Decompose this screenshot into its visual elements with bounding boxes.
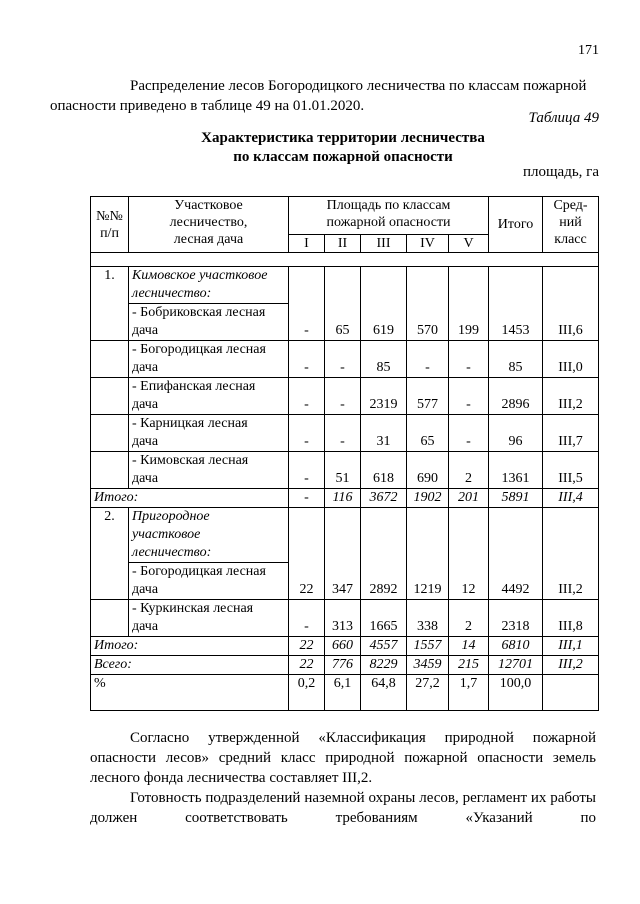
cell: 1902 bbox=[407, 489, 449, 508]
cell: 1557 bbox=[407, 637, 449, 656]
cell: 31 bbox=[361, 415, 407, 452]
cell: - bbox=[289, 378, 325, 415]
subtotal-row-2 bbox=[91, 637, 599, 656]
row-name-line-1: - Епифанская лесная bbox=[132, 379, 256, 394]
cell: III,2 bbox=[543, 656, 599, 675]
group-2-title-line-3: лесничество: bbox=[132, 545, 212, 560]
cell: 1219 bbox=[407, 508, 449, 600]
cell: 1361 bbox=[489, 452, 543, 489]
cell: 116 bbox=[325, 489, 361, 508]
table-row bbox=[91, 378, 599, 415]
cell: III,2 bbox=[543, 378, 599, 415]
cell: 215 bbox=[449, 656, 489, 675]
row-name-line-1: - Куркинская лесная bbox=[132, 601, 254, 616]
table-title bbox=[90, 129, 596, 167]
cell: 85 bbox=[489, 341, 543, 378]
cell: 96 bbox=[489, 415, 543, 452]
cell: 776 bbox=[325, 656, 361, 675]
row-name-line-1: - Карницкая лесная bbox=[132, 416, 248, 431]
percent-label: % bbox=[91, 675, 289, 711]
cell: - bbox=[325, 378, 361, 415]
cell: 2896 bbox=[489, 378, 543, 415]
cell: 570 bbox=[407, 267, 449, 341]
cell: 6810 bbox=[489, 637, 543, 656]
cell: 2892 bbox=[361, 508, 407, 600]
unit-label: площадь, га bbox=[522, 164, 599, 180]
cell: - bbox=[407, 341, 449, 378]
row-name-line-2: дача bbox=[132, 619, 159, 634]
group-1-title-line-1: Кимовское участковое bbox=[132, 268, 268, 283]
header-class-3: III bbox=[361, 235, 407, 253]
cell: 2 bbox=[449, 600, 489, 637]
cell: 313 bbox=[325, 600, 361, 637]
header-class-4: IV bbox=[407, 235, 449, 253]
subtotal-row-1 bbox=[91, 489, 599, 508]
table-title-line-1: Характеристика территории лесничества bbox=[201, 130, 485, 146]
intro-paragraph bbox=[50, 76, 596, 116]
cell: 12701 bbox=[489, 656, 543, 675]
paragraph-classification: Согласно утвержденной «Классификация природной пожарной опасности лесов» средний класс природной пожарной опасности земель лесного фонда лесничества составляет III,2. bbox=[90, 730, 596, 786]
cell: III,7 bbox=[543, 415, 599, 452]
header-class-2: II bbox=[325, 235, 361, 253]
group-2-num: 2. bbox=[91, 508, 129, 600]
cell: - bbox=[289, 267, 325, 341]
header-class-1: I bbox=[289, 235, 325, 253]
cell: 1,7 bbox=[449, 675, 489, 711]
header-name-line-3: лесная дача bbox=[173, 232, 244, 247]
cell: III,4 bbox=[543, 489, 599, 508]
page-number: 171 bbox=[578, 43, 599, 58]
table-row bbox=[91, 415, 599, 452]
row-name bbox=[129, 304, 289, 341]
cell: III,0 bbox=[543, 341, 599, 378]
cell: III,2 bbox=[543, 508, 599, 600]
cell: 1665 bbox=[361, 600, 407, 637]
row-num bbox=[91, 378, 129, 415]
cell: 27,2 bbox=[407, 675, 449, 711]
cell: 199 bbox=[449, 267, 489, 341]
cell: 22 bbox=[289, 656, 325, 675]
header-area-line-1: Площадь по классам bbox=[326, 198, 451, 213]
cell: 2319 bbox=[361, 378, 407, 415]
row-name-line-1: - Кимовская лесная bbox=[132, 453, 249, 468]
cell: 65 bbox=[407, 415, 449, 452]
cell: 6,1 bbox=[325, 675, 361, 711]
cell: - bbox=[289, 600, 325, 637]
row-name-line-2: дача bbox=[132, 397, 159, 412]
cell: 4492 bbox=[489, 508, 543, 600]
cell: - bbox=[289, 452, 325, 489]
header-name bbox=[129, 197, 289, 253]
header-avg-line-2: ний bbox=[559, 215, 582, 230]
cell: 577 bbox=[407, 378, 449, 415]
header-avg-line-3: класс bbox=[554, 232, 587, 247]
cell: 3672 bbox=[361, 489, 407, 508]
cell: - bbox=[289, 415, 325, 452]
header-avg-line-1: Сред- bbox=[553, 198, 588, 213]
grand-total-label: Всего: bbox=[91, 656, 289, 675]
row-name bbox=[129, 378, 289, 415]
intro-line-1: Распределение лесов Богородицкого лесничества по классам пожарной bbox=[130, 78, 587, 94]
row-name-line-2: дача bbox=[132, 434, 159, 449]
header-avg-class bbox=[543, 197, 599, 253]
cell: 85 bbox=[361, 341, 407, 378]
cell: 14 bbox=[449, 637, 489, 656]
group-1-header-row bbox=[91, 267, 599, 304]
row-name-line-2: дача bbox=[132, 323, 159, 338]
cell: 3459 bbox=[407, 656, 449, 675]
cell: 8229 bbox=[361, 656, 407, 675]
cell: 65 bbox=[325, 267, 361, 341]
header-area bbox=[289, 197, 489, 235]
spacer-row bbox=[91, 253, 599, 267]
group-1-num: 1. bbox=[91, 267, 129, 341]
table-row bbox=[91, 452, 599, 489]
row-num bbox=[91, 600, 129, 637]
cell: 51 bbox=[325, 452, 361, 489]
cell: 4557 bbox=[361, 637, 407, 656]
cell: 22 bbox=[289, 508, 325, 600]
header-total: Итого bbox=[489, 197, 543, 253]
group-2-title-line-2: участковое bbox=[132, 527, 201, 542]
cell: - bbox=[449, 378, 489, 415]
row-num bbox=[91, 341, 129, 378]
table-title-line-2: по классам пожарной опасности bbox=[233, 149, 453, 165]
cell: 64,8 bbox=[361, 675, 407, 711]
header-name-line-1: Участковое bbox=[174, 198, 243, 213]
paragraph-readiness: Готовность подразделений наземной охраны лесов, регламент их работы должен соответствовать требованиям «Указаний по bbox=[90, 790, 596, 826]
row-name-line-1: - Богородицкая лесная bbox=[132, 564, 266, 579]
group-1-title bbox=[129, 267, 289, 304]
cell: - bbox=[449, 341, 489, 378]
header-class-5: V bbox=[449, 235, 489, 253]
cell: 5891 bbox=[489, 489, 543, 508]
spacer-cell bbox=[91, 253, 599, 267]
cell: 201 bbox=[449, 489, 489, 508]
row-num bbox=[91, 452, 129, 489]
group-1-title-line-2: лесничество: bbox=[132, 286, 212, 301]
cell: 690 bbox=[407, 452, 449, 489]
percent-row bbox=[91, 675, 599, 711]
cell: 619 bbox=[361, 267, 407, 341]
cell: III,1 bbox=[543, 637, 599, 656]
group-2-header-row bbox=[91, 508, 599, 563]
group-2-title bbox=[129, 508, 289, 563]
cell: 12 bbox=[449, 508, 489, 600]
cell: III,6 bbox=[543, 267, 599, 341]
header-num: №№ п/п bbox=[91, 197, 129, 253]
cell bbox=[543, 675, 599, 711]
row-name-line-2: дача bbox=[132, 471, 159, 486]
cell: III,8 bbox=[543, 600, 599, 637]
header-name-line-2: лесничество, bbox=[169, 215, 248, 230]
cell: - bbox=[325, 415, 361, 452]
row-name bbox=[129, 341, 289, 378]
row-name bbox=[129, 415, 289, 452]
row-name-line-1: - Богородицкая лесная bbox=[132, 342, 266, 357]
row-name bbox=[129, 563, 289, 600]
cell: 2 bbox=[449, 452, 489, 489]
header-area-line-2: пожарной опасности bbox=[326, 215, 451, 230]
row-num bbox=[91, 415, 129, 452]
cell: 22 bbox=[289, 637, 325, 656]
intro-line-2: опасности приведено в таблице 49 на 01.01.2020. bbox=[50, 98, 365, 114]
cell: 0,2 bbox=[289, 675, 325, 711]
group-2-title-line-1: Пригородное bbox=[132, 509, 210, 524]
cell: - bbox=[325, 341, 361, 378]
subtotal-label: Итого: bbox=[91, 637, 289, 656]
cell: 660 bbox=[325, 637, 361, 656]
row-name-line-2: дача bbox=[132, 360, 159, 375]
table-label: Таблица 49 bbox=[528, 110, 599, 126]
fire-danger-table bbox=[90, 196, 599, 711]
subtotal-label: Итого: bbox=[91, 489, 289, 508]
cell: - bbox=[449, 415, 489, 452]
cell: 618 bbox=[361, 452, 407, 489]
table-row bbox=[91, 341, 599, 378]
cell: - bbox=[289, 341, 325, 378]
cell: 2318 bbox=[489, 600, 543, 637]
cell: - bbox=[289, 489, 325, 508]
cell: III,5 bbox=[543, 452, 599, 489]
table-row bbox=[91, 600, 599, 637]
cell: 100,0 bbox=[489, 675, 543, 711]
row-name-line-2: дача bbox=[132, 582, 159, 597]
row-name bbox=[129, 600, 289, 637]
cell: 347 bbox=[325, 508, 361, 600]
grand-total-row bbox=[91, 656, 599, 675]
row-name bbox=[129, 452, 289, 489]
cell: 338 bbox=[407, 600, 449, 637]
row-name-line-1: - Бобриковская лесная bbox=[132, 305, 266, 320]
cell: 1453 bbox=[489, 267, 543, 341]
